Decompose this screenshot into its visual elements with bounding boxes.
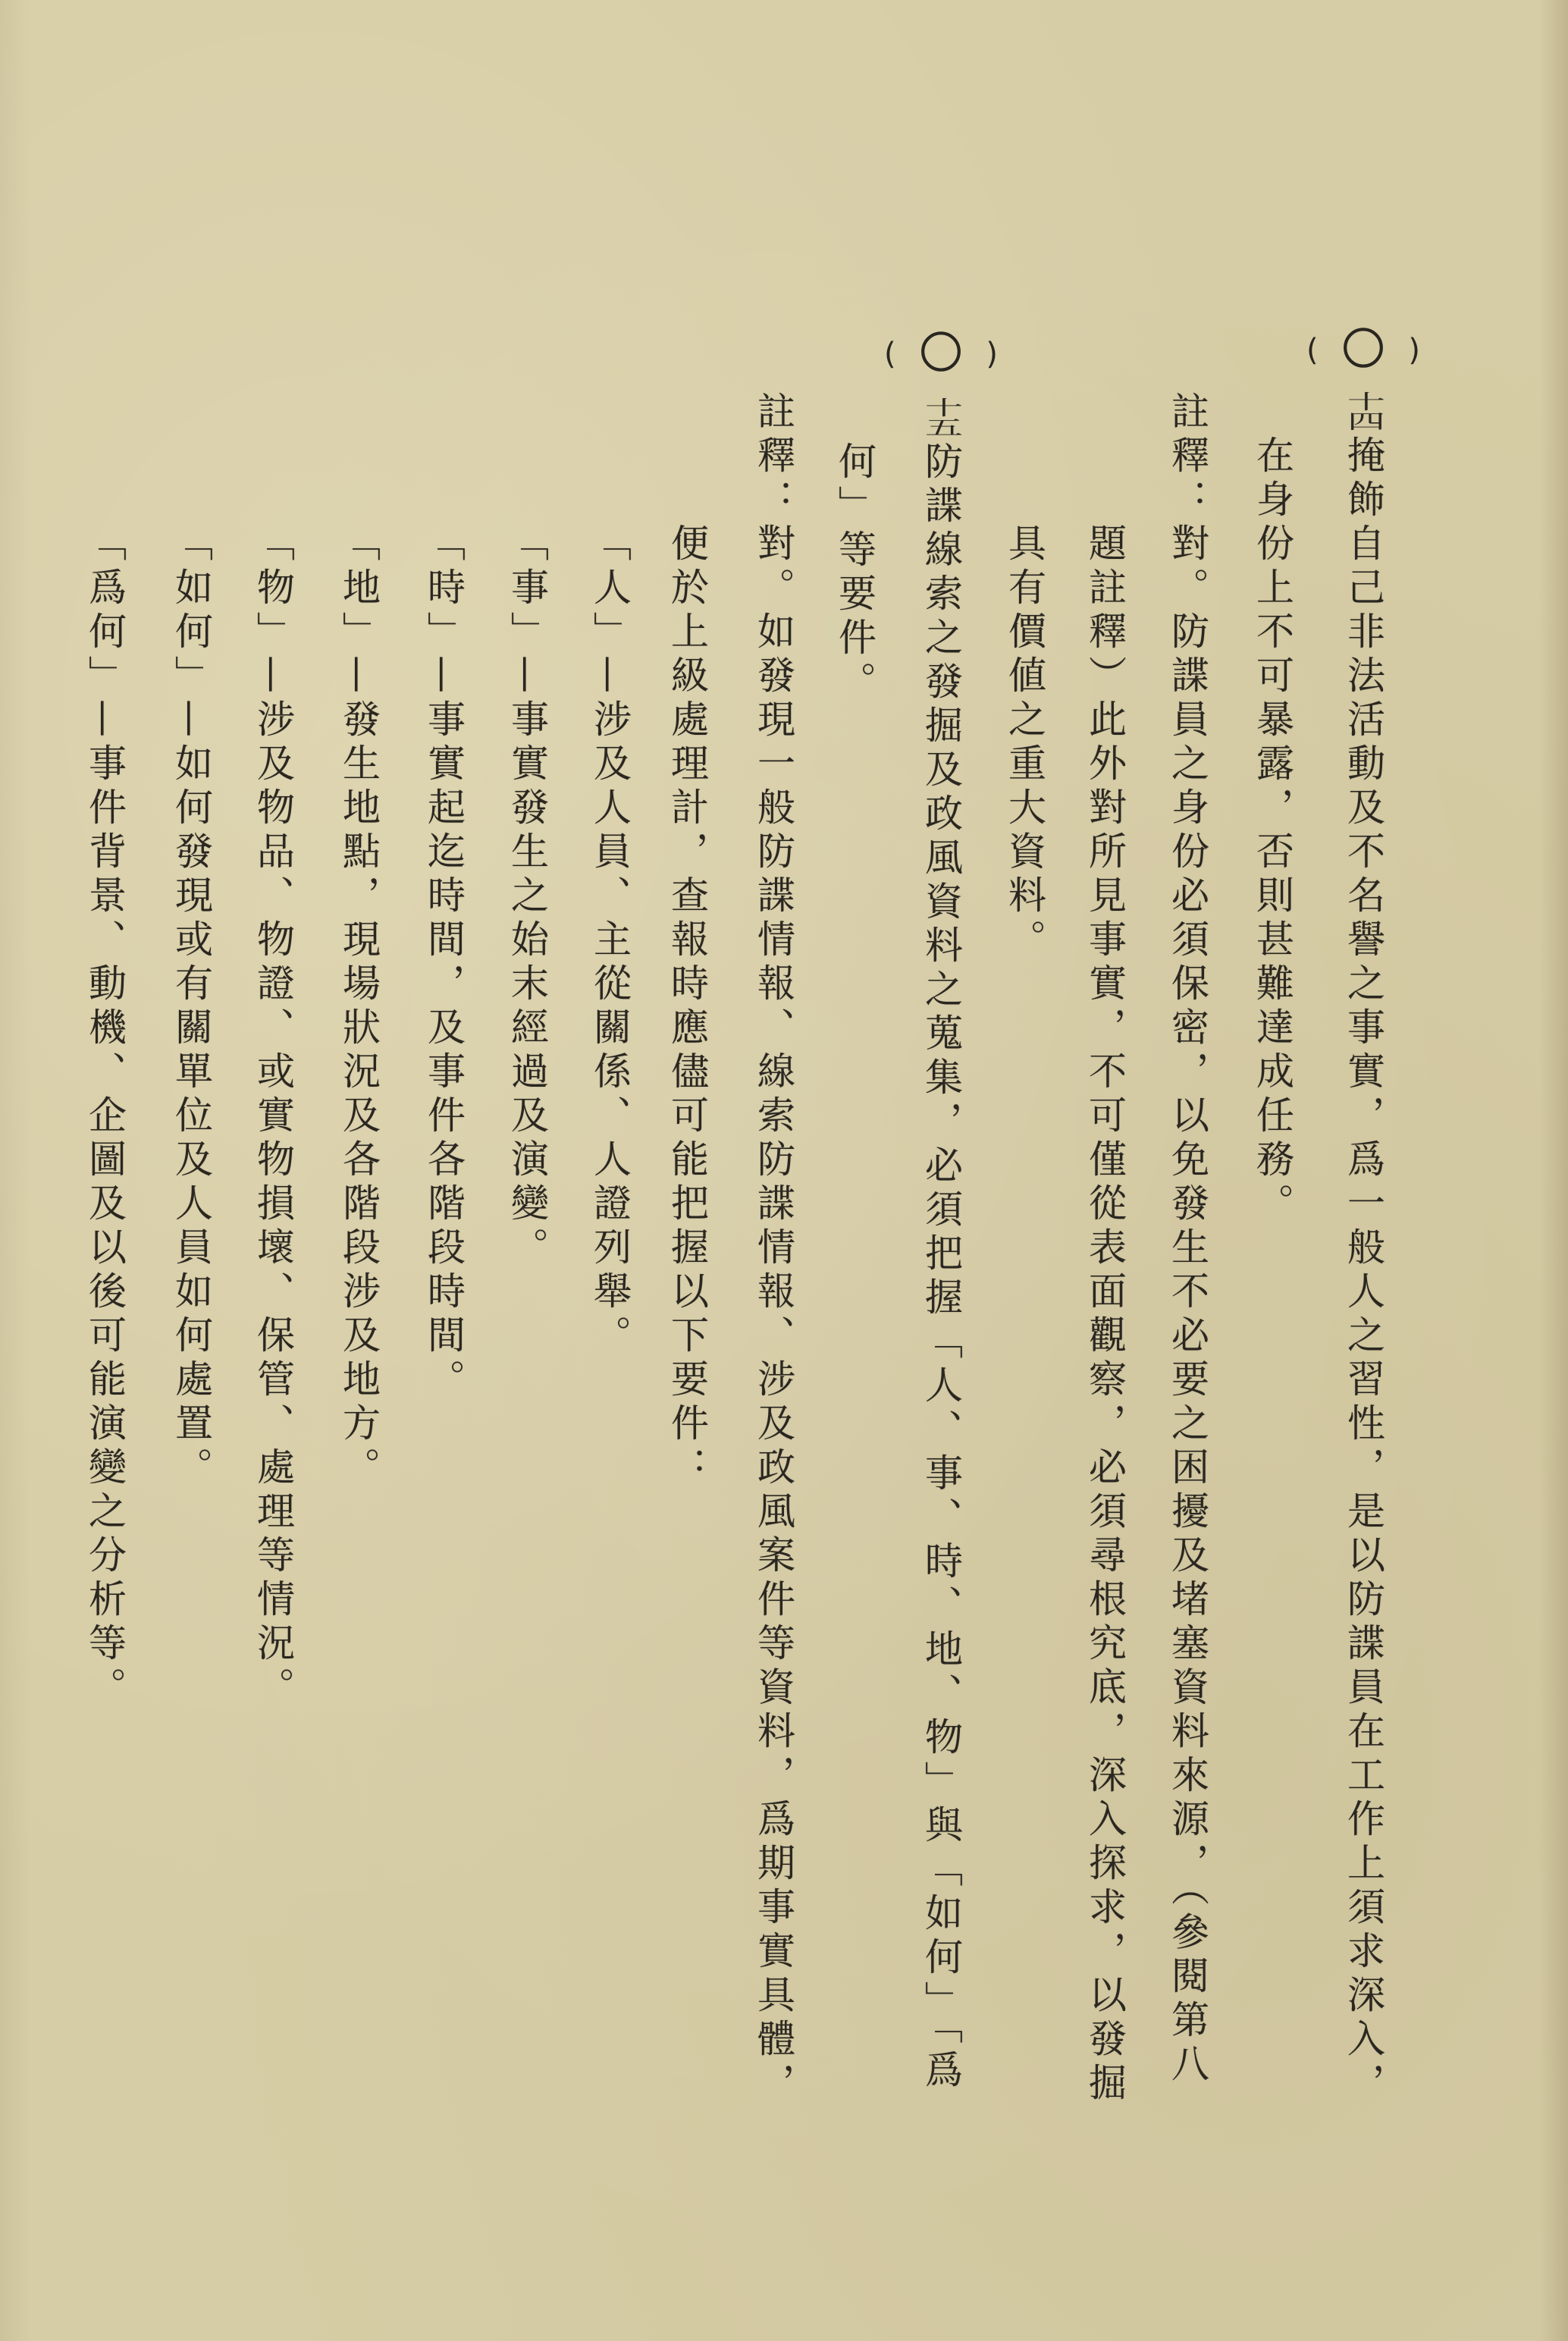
item-14-note-line-2: 題註釋）此外對所見事實，不可僅從表面觀察，必須尋根究底，深入探求，以發掘 [1083, 523, 1127, 2107]
item-14-note-line-1 [1165, 391, 1210, 2088]
close-paren: ) [986, 337, 998, 372]
element-dash: — [505, 655, 549, 699]
element-key: 「地」 [337, 523, 381, 655]
element-person [587, 523, 632, 1359]
element-place [336, 523, 381, 1491]
element-why [82, 523, 127, 1711]
element-dash: — [422, 655, 466, 699]
element-key: 「物」 [251, 523, 295, 655]
element-key: 「如何」 [169, 523, 213, 699]
item-15-text: 防諜線索之發掘及政風資料之蒐集，必須把握「人、事、時、地、物」與「如何」「爲 [919, 441, 963, 2094]
note-text: 對。防諜員之身份必須保密，以免發生不必要之困擾及堵塞資料來源，（參閱第八 [1165, 523, 1209, 2088]
element-dash: — [337, 655, 381, 699]
item-14-text: 掩飾自己非法活動及不名譽之事實，爲一般人之習性，是以防諜員在工作上須求深入， [1341, 435, 1385, 2107]
element-key: 「時」 [422, 523, 466, 655]
note-text: 對。如發現一般防諜情報、線索防諜情報、涉及政風案件等資料，爲期事實具體， [751, 523, 795, 2107]
element-desc: 如何發現或有關單位及人員如何處置。 [169, 743, 213, 1491]
element-dash: — [169, 699, 213, 743]
element-desc: 事實發生之始末經過及演變。 [505, 699, 549, 1271]
item-14-number-bracket [1306, 325, 1420, 375]
element-time [421, 523, 466, 1403]
circle-mark-icon: 〇 [1342, 325, 1385, 375]
element-object [250, 523, 296, 1711]
close-paren: ) [1408, 333, 1420, 368]
item-15-number: 十五 [919, 397, 963, 437]
note-label: 註釋： [1165, 391, 1209, 523]
element-dash: — [588, 655, 632, 699]
item-14-note-line-3: 具有價値之重大資料。 [1002, 523, 1046, 963]
element-desc: 事實起迄時間，及事件各階段時間。 [422, 699, 466, 1403]
item-15-number-bracket [884, 331, 998, 377]
element-desc: 事件背景、動機、企圖及以後可能演變之分析等。 [83, 743, 127, 1711]
element-dash: — [83, 699, 127, 743]
element-desc: 發生地點，現場狀況及各階段涉及地方。 [337, 699, 381, 1491]
open-paren: ( [1306, 333, 1319, 368]
element-desc: 涉及物品、物證、或實物損壞、保管、處理等情況。 [251, 699, 295, 1711]
element-dash: — [251, 655, 295, 699]
element-key: 「事」 [505, 523, 549, 655]
circle-mark-icon: 〇 [920, 329, 962, 378]
element-how [168, 523, 214, 1491]
item-14-number: 十四 [1341, 391, 1385, 431]
item-15-note-line-2: 便於上級處理計，查報時應儘可能把握以下要件： [665, 523, 709, 1491]
item-15-note-line-1 [751, 391, 796, 2107]
note-label: 註釋： [751, 391, 795, 523]
element-key: 「爲何」 [83, 523, 127, 699]
open-paren: ( [884, 337, 896, 372]
element-key: 「人」 [588, 523, 632, 655]
element-desc: 涉及人員、主從關係、人證列舉。 [588, 699, 632, 1359]
element-event [504, 523, 550, 1271]
item-14-continuation: 在身份上不可暴露，否則甚難達成任務。 [1250, 435, 1294, 1227]
item-15-continuation: 何」等要件。 [833, 441, 877, 705]
